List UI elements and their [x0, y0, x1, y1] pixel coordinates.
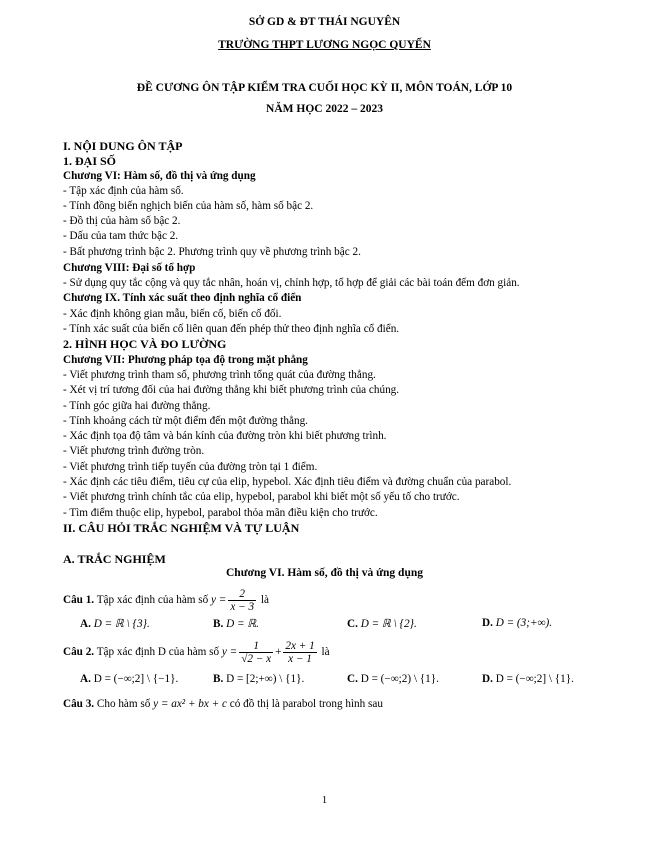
question-text: Cho hàm số — [96, 698, 151, 710]
option-key: A. — [80, 673, 91, 685]
math-lhs: y = — [211, 594, 227, 607]
question-label: Câu 1. — [63, 594, 95, 607]
part-2-title: 2. HÌNH HỌC VÀ ĐO LƯỜNG — [63, 337, 227, 351]
option-d — [482, 617, 552, 629]
list-item: - Xác định không gian mẫu, biến cố, biến cố đối. — [63, 308, 282, 320]
option-key: D. — [482, 673, 493, 685]
question-1 — [63, 588, 269, 613]
chapter-6-title: Chương VI: Hàm số, đồ thị và ứng dụng — [63, 170, 256, 182]
option-key: B. — [213, 673, 224, 685]
list-item: - Viết phương trình đường tròn. — [63, 445, 205, 457]
part-1-title: 1. ĐẠI SỐ — [63, 154, 117, 168]
fraction — [239, 640, 273, 665]
plus-sign: + — [275, 646, 282, 659]
math-expression: y = ax² + bx + c — [153, 698, 227, 710]
option-b — [213, 673, 304, 685]
option-a — [80, 617, 150, 630]
list-item: - Xét vị trí tương đối của hai đường thẳng khi biết phương trình của chúng. — [63, 384, 400, 396]
question-tail: có đồ thị là parabol trong hình sau — [229, 698, 383, 710]
denominator: √2 − x — [241, 653, 272, 665]
numerator: 2 — [228, 588, 256, 601]
department-header: SỞ GD & ĐT THÁI NGUYÊN — [248, 16, 401, 28]
list-item: - Viết phương trình tiếp tuyến của đường tròn tại 1 điểm. — [63, 461, 318, 473]
numerator: 1 — [239, 640, 273, 653]
chapter-9-title: Chương IX. Tính xác suất theo định nghĩa cổ điển — [63, 292, 302, 304]
list-item: - Tìm điểm thuộc elip, hypebol, parabol thỏa mãn điều kiện cho trước. — [63, 507, 378, 519]
part-a-title: A. TRẮC NGHIỆM — [63, 552, 166, 566]
list-item: - Sử dụng quy tắc cộng và quy tắc nhân, hoán vị, chỉnh hợp, tổ hợp để giải các bài toán đếm đơn giản. — [63, 277, 520, 289]
question-2 — [63, 640, 330, 665]
question-tail: là — [321, 646, 330, 659]
document-title: ĐỀ CƯƠNG ÔN TẬP KIỂM TRA CUỐI HỌC KỲ II, MÔN TOÁN, LỚP 10 — [136, 82, 513, 94]
question-3 — [63, 697, 383, 711]
denominator: x − 3 — [230, 601, 255, 613]
question-text: Tập xác định của hàm số — [96, 594, 209, 607]
option-value: D = (−∞;2] \ {−1}. — [93, 673, 179, 685]
math-lhs: y = — [221, 646, 238, 659]
list-item: - Tính góc giữa hai đường thẳng. — [63, 400, 211, 412]
fraction — [228, 588, 256, 613]
list-item: - Viết phương trình tham số, phương trình tổng quát của đường thẳng. — [63, 369, 376, 381]
school-year: NĂM HỌC 2022 – 2023 — [266, 103, 383, 115]
option-key: D. — [482, 617, 493, 629]
option-b — [213, 617, 259, 630]
list-item: - Xác định tọa độ tâm và bán kính của đường tròn khi biết phương trình. — [63, 430, 387, 442]
page-number: 1 — [321, 795, 328, 806]
list-item: - Tính xác suất của biến cố liên quan đến phép thử theo định nghĩa cổ điển. — [63, 323, 400, 335]
option-value: D = (−∞;2] \ {1}. — [495, 673, 574, 685]
question-text: Tập xác định D của hàm số — [96, 646, 220, 659]
option-c — [347, 673, 439, 685]
option-d — [482, 673, 574, 685]
option-value: D = [2;+∞) \ {1}. — [226, 673, 305, 685]
section-1-title: I. NỘI DUNG ÔN TẬP — [63, 139, 183, 153]
fraction — [283, 640, 316, 665]
list-item: - Tập xác định của hàm số. — [63, 185, 184, 197]
list-item: - Tính khoảng cách từ một điểm đến một đường thẳng. — [63, 415, 308, 427]
option-key: A. — [80, 618, 91, 630]
option-key: C. — [347, 618, 358, 630]
option-value: D = ℝ \ {3}. — [93, 618, 150, 630]
list-item: - Dấu của tam thức bậc 2. — [63, 230, 179, 242]
list-item: - Xác định các tiêu điểm, tiêu cự của elip, hypebol. Xác định tiêu điểm và đường chuẩn của parabol. — [63, 476, 512, 488]
chapter-8-title: Chương VIII: Đại số tổ hợp — [63, 262, 196, 274]
option-a — [80, 673, 178, 685]
option-value: D = ℝ \ {2}. — [360, 618, 417, 630]
option-value: D = (−∞;2) \ {1}. — [360, 673, 439, 685]
chapter-heading: Chương VI. Hàm số, đồ thị và ứng dụng — [226, 567, 423, 579]
question-tail: là — [260, 594, 269, 607]
option-value: D = ℝ. — [226, 618, 259, 630]
denominator: x − 1 — [288, 653, 312, 665]
section-2-title: II. CÂU HỎI TRẮC NGHIỆM VÀ TỰ LUẬN — [63, 521, 300, 535]
school-name: TRƯỜNG THPT LƯƠNG NGỌC QUYẾN — [218, 39, 431, 51]
chapter-7-title: Chương VII: Phương pháp tọa độ trong mặt phẳng — [63, 354, 308, 366]
option-value: D = (3;+∞). — [495, 617, 553, 629]
list-item: - Viết phương trình chính tắc của elip, hypebol, parabol khi biết một số yếu tố cho trước. — [63, 491, 460, 503]
question-label: Câu 3. — [63, 698, 95, 710]
list-item: - Bất phương trình bậc 2. Phương trình quy về phương trình bậc 2. — [63, 246, 361, 258]
list-item: - Đồ thị của hàm số bậc 2. — [63, 215, 181, 227]
question-label: Câu 2. — [63, 646, 95, 659]
list-item: - Tính đồng biến nghịch biến của hàm số, hàm số bậc 2. — [63, 200, 314, 212]
option-c — [347, 617, 417, 630]
numerator: 2x + 1 — [285, 640, 315, 652]
option-key: C. — [347, 673, 358, 685]
option-key: B. — [213, 618, 224, 630]
